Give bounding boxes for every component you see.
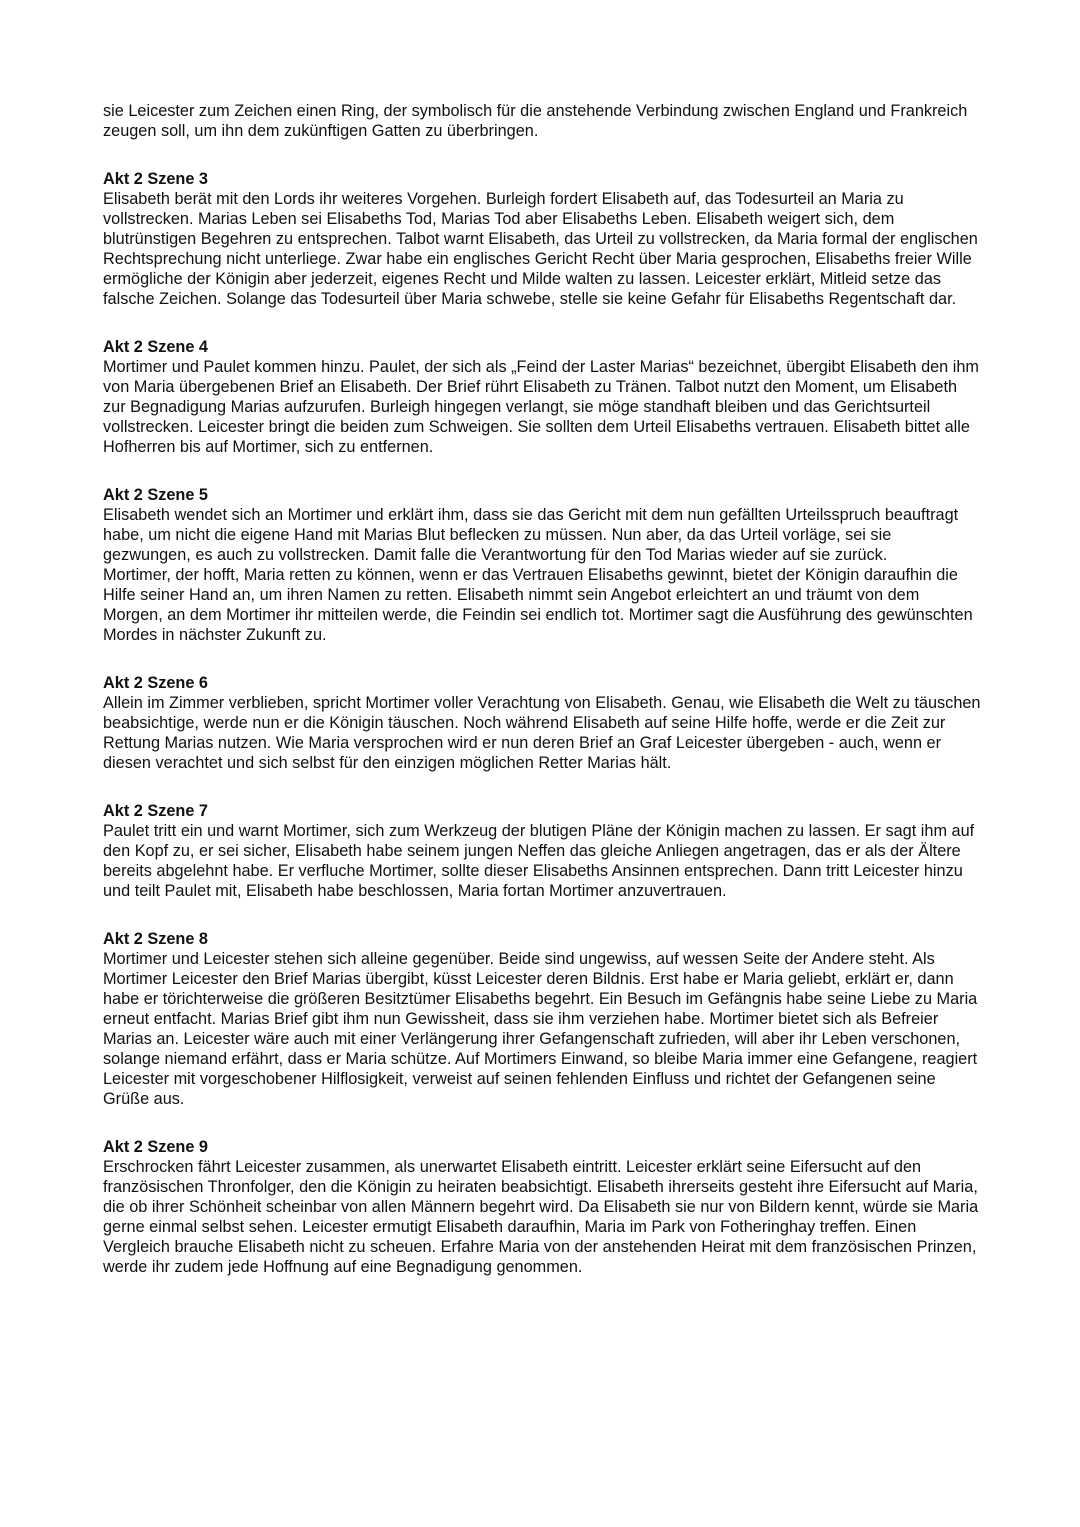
section-paragraph: Mortimer, der hofft, Maria retten zu können, wenn er das Vertrauen Elisabeths gewinnt, bietet der Königin daraufhin die Hilfe seiner Hand an, um ihren Namen zu retten. Elisabeth nimmt sein Angebot erleichtert an und träumt von dem Morgen, an dem Mortimer ihr mitteilen werde, die Feindin sei endlich tot. Mortimer sagt die Ausführung des gewünschten Mordes in nächster Zukunft zu. <box>103 566 973 644</box>
section-paragraph: Mortimer und Leicester stehen sich alleine gegenüber. Beide sind ungewiss, auf wessen Seite der Andere steht. Als Mortimer Leicester den Brief Marias übergibt, küsst Leicester deren Bildnis. Erst habe er Maria geliebt, erklärt er, dann habe er törichterweise die größeren Besitztümer Elisabeths begehrt. Ein Besuch im Gefängnis habe seine Liebe zu Maria erneut entfacht. Marias Brief gibt ihm nun Gewissheit, dass sie ihm verziehen habe. Mortimer bietet sich als Befreier Marias an. Leicester wäre auch mit einer Verlängerung ihrer Gefangenschaft zufrieden, will aber ihr Leben verschonen, solange niemand erfährt, dass er Maria schütze. Auf Mortimers Einwand, so bleibe Maria immer eine Gefangene, reagiert Leicester mit vorgeschobener Hilflosigkeit, verweist auf seinen fehlenden Einfluss und richtet der Gefangenen seine Grüße aus. <box>103 950 978 1108</box>
section-akt2-szene4 <box>103 337 983 457</box>
section-heading: Akt 2 Szene 7 <box>103 802 208 820</box>
section-akt2-szene6 <box>103 673 983 773</box>
section-heading: Akt 2 Szene 8 <box>103 930 208 948</box>
section-paragraph: Elisabeth wendet sich an Mortimer und erklärt ihm, dass sie das Gericht mit dem nun gefällten Urteilsspruch beauftragt habe, um nicht die eigene Hand mit Marias Blut beflecken zu müssen. Nun aber, da das Urteil vorläge, sei sie gezwungen, es auch zu vollstrecken. Damit falle die Verantwortung für den Tod Marias wieder auf sie zurück. <box>103 506 959 564</box>
section-paragraph: Paulet tritt ein und warnt Mortimer, sich zum Werkzeug der blutigen Pläne der Königin machen zu lassen. Er sagt ihm auf den Kopf zu, er sei sicher, Elisabeth habe seinem jungen Neffen das gleiche Anliegen angetragen, das er als der Ältere bereits abgelehnt habe. Er verfluche Mortimer, sollte dieser Elisabeths Ansinnen entsprechen. Dann tritt Leicester hinzu und teilt Paulet mit, Elisabeth habe beschlossen, Maria fortan Mortimer anzuvertrauen. <box>103 822 975 900</box>
section-akt2-szene5 <box>103 485 983 645</box>
section-akt2-szene3 <box>103 169 983 309</box>
section-akt2-szene7 <box>103 801 983 901</box>
section-paragraph: Allein im Zimmer verblieben, spricht Mortimer voller Verachtung von Elisabeth. Genau, wie Elisabeth die Welt zu täuschen beabsichtige, werde nun er die Königin täuschen. Noch während Elisabeth auf seine Hilfe hoffe, werde er die Zeit zur Rettung Marias nutzen. Wie Maria versprochen wird er nun deren Brief an Graf Leicester übergeben - auch, wenn er diesen verachtet und sich selbst für den einzigen möglichen Retter Marias hält. <box>103 694 981 772</box>
section-akt2-szene8 <box>103 929 983 1109</box>
section-paragraph: Mortimer und Paulet kommen hinzu. Paulet, der sich als „Feind der Laster Marias“ bezeichnet, übergibt Elisabeth den ihm von Maria übergebenen Brief an Elisabeth. Der Brief rührt Elisabeth zu Tränen. Talbot nutzt den Moment, um Elisabeth zur Begnadigung Marias aufzurufen. Burleigh hingegen verlangt, sie möge standhaft bleiben und das Gerichtsurteil vollstrecken. Leicester bringt die beiden zum Schweigen. Sie sollten dem Urteil Elisabeths vertrauen. Elisabeth bittet alle Hofherren bis auf Mortimer, sich zu entfernen. <box>103 358 979 456</box>
document-page <box>103 101 983 1305</box>
section-heading: Akt 2 Szene 3 <box>103 170 208 188</box>
section-paragraph: Elisabeth berät mit den Lords ihr weiteres Vorgehen. Burleigh fordert Elisabeth auf, das Todesurteil an Maria zu vollstrecken. Marias Leben sei Elisabeths Tod, Marias Tod aber Elisabeths Leben. Elisabeth weigert sich, dem blutrünstigen Begehren zu entsprechen. Talbot warnt Elisabeth, das Urteil zu vollstrecken, da Maria formal der englischen Rechtsprechung nicht unterliege. Zwar habe ein englisches Gericht Recht über Maria gesprochen, Elisabeths freier Wille ermögliche der Königin aber jederzeit, eigenes Recht und Milde walten zu lassen. Leicester erklärt, Mitleid setze das falsche Zeichen. Solange das Todesurteil über Maria schwebe, stelle sie keine Gefahr für Elisabeths Regentschaft dar. <box>103 190 978 308</box>
intro-paragraph: sie Leicester zum Zeichen einen Ring, der symbolisch für die anstehende Verbindung zwischen England und Frankreich zeugen soll, um ihn dem zukünftigen Gatten zu überbringen. <box>103 102 968 140</box>
section-heading: Akt 2 Szene 9 <box>103 1138 208 1156</box>
section-paragraph: Erschrocken fährt Leicester zusammen, als unerwartet Elisabeth eintritt. Leicester erklärt seine Eifersucht auf den französischen Thronfolger, den die Königin zu heiraten beabsichtigt. Elisabeth ihrerseits gesteht ihre Eifersucht auf Maria, die ob ihrer Schönheit scheinbar von allen Männern begehrt wird. Da Elisabeth sie nur von Bildern kennt, würde sie Maria gerne einmal selbst sehen. Leicester ermutigt Elisabeth daraufhin, Maria im Park von Fotheringhay treffen. Einen Vergleich brauche Elisabeth nicht zu scheuen. Erfahre Maria von der anstehenden Heirat mit dem französischen Prinzen, werde ihr zudem jede Hoffnung auf eine Begnadigung genommen. <box>103 1158 979 1276</box>
section-heading: Akt 2 Szene 4 <box>103 338 208 356</box>
section-akt2-szene9 <box>103 1137 983 1277</box>
section-heading: Akt 2 Szene 6 <box>103 674 208 692</box>
section-heading: Akt 2 Szene 5 <box>103 486 208 504</box>
